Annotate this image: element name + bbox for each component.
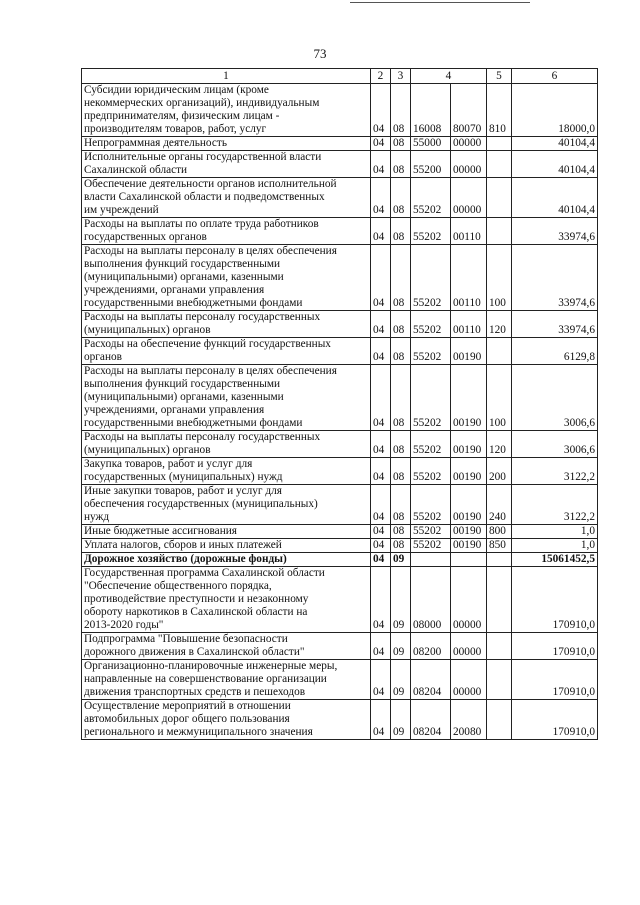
target-article-subcode: 00110	[451, 311, 487, 338]
target-article-subcode: 00000	[451, 178, 487, 218]
section-code: 04	[371, 458, 391, 485]
row-description: Исполнительные органы государственной власти Сахалинской области	[82, 151, 371, 178]
target-article-code: 55202	[411, 178, 451, 218]
target-article-code: 55202	[411, 338, 451, 365]
row-description: Государственная программа Сахалинской области "Обеспечение общественного порядка, противодействие преступности и незаконному обороту наркотиков в Сахалинской области на 2013-2020 годы"	[82, 567, 371, 633]
table-row	[82, 338, 598, 365]
header-col-2: 2	[371, 69, 391, 84]
subsection-code: 08	[391, 365, 411, 431]
subsection-code: 08	[391, 525, 411, 539]
expense-type-code	[487, 567, 512, 633]
subsection-code: 08	[391, 218, 411, 245]
table-row	[82, 525, 598, 539]
target-article-subcode: 00000	[451, 137, 487, 151]
header-col-3: 3	[391, 69, 411, 84]
section-code: 04	[371, 311, 391, 338]
target-article-subcode: 00190	[451, 539, 487, 553]
amount-value: 1,0	[512, 539, 598, 553]
amount-value: 40104,4	[512, 178, 598, 218]
target-article-code: 55202	[411, 458, 451, 485]
target-article-subcode	[451, 553, 487, 567]
page-number: 73	[313, 46, 327, 61]
target-article-code: 55202	[411, 245, 451, 311]
expense-type-code	[487, 633, 512, 660]
row-description: Расходы на выплаты персоналу государственных (муниципальных) органов	[82, 311, 371, 338]
row-description: Обеспечение деятельности органов исполнительной власти Сахалинской области и подведомственных им учреждений	[82, 178, 371, 218]
target-article-code: 16008	[411, 84, 451, 137]
table-row	[82, 311, 598, 338]
subsection-code: 08	[391, 485, 411, 525]
expense-type-code: 800	[487, 525, 512, 539]
section-code: 04	[371, 338, 391, 365]
top-rule	[350, 2, 530, 3]
target-article-subcode: 00190	[451, 365, 487, 431]
row-description: Осуществление мероприятий в отношении автомобильных дорог общего пользования регионального и межмуниципального значения	[82, 700, 371, 740]
section-code: 04	[371, 485, 391, 525]
amount-value: 40104,4	[512, 137, 598, 151]
table-row	[82, 178, 598, 218]
section-code: 04	[371, 633, 391, 660]
target-article-code: 55202	[411, 539, 451, 553]
expense-type-code	[487, 178, 512, 218]
expense-type-code: 120	[487, 311, 512, 338]
section-code: 04	[371, 525, 391, 539]
target-article-subcode: 00000	[451, 660, 487, 700]
target-article-subcode: 20080	[451, 700, 487, 740]
table-row	[82, 84, 598, 137]
row-description: Расходы на выплаты по оплате труда работников государственных органов	[82, 218, 371, 245]
subsection-code: 08	[391, 84, 411, 137]
table-row	[82, 365, 598, 431]
amount-value: 3006,6	[512, 365, 598, 431]
target-article-subcode: 00000	[451, 567, 487, 633]
expense-type-code: 100	[487, 245, 512, 311]
header-row	[82, 69, 598, 84]
table-body	[82, 84, 598, 740]
target-article-subcode: 00110	[451, 218, 487, 245]
table-row	[82, 458, 598, 485]
target-article-code: 08000	[411, 567, 451, 633]
subsection-code: 08	[391, 431, 411, 458]
table-row	[82, 218, 598, 245]
budget-table	[81, 68, 598, 740]
target-article-code: 08204	[411, 700, 451, 740]
subsection-code: 08	[391, 151, 411, 178]
section-code: 04	[371, 245, 391, 311]
section-code: 04	[371, 137, 391, 151]
row-description: Организационно-планировочные инженерные меры, направленные на совершенствование организации движения транспортных средств и пешеходов	[82, 660, 371, 700]
amount-value: 6129,8	[512, 338, 598, 365]
amount-value: 3122,2	[512, 485, 598, 525]
table-row	[82, 431, 598, 458]
header-col-6: 6	[512, 69, 598, 84]
subsection-code: 08	[391, 137, 411, 151]
target-article-code: 55202	[411, 525, 451, 539]
subsection-code: 09	[391, 567, 411, 633]
section-code: 04	[371, 553, 391, 567]
target-article-code	[411, 553, 451, 567]
expense-type-code	[487, 137, 512, 151]
section-code: 04	[371, 700, 391, 740]
expense-type-code: 100	[487, 365, 512, 431]
expense-type-code: 200	[487, 458, 512, 485]
section-code: 04	[371, 84, 391, 137]
table-row	[82, 660, 598, 700]
target-article-subcode: 80070	[451, 84, 487, 137]
subsection-code: 08	[391, 539, 411, 553]
target-article-subcode: 00190	[451, 485, 487, 525]
subsection-code: 08	[391, 178, 411, 218]
amount-value: 15061452,5	[512, 553, 598, 567]
header-col-1: 1	[82, 69, 371, 84]
expense-type-code	[487, 218, 512, 245]
target-article-code: 55200	[411, 151, 451, 178]
expense-type-code	[487, 660, 512, 700]
section-code: 04	[371, 567, 391, 633]
table-row	[82, 539, 598, 553]
amount-value: 40104,4	[512, 151, 598, 178]
section-code: 04	[371, 365, 391, 431]
amount-value: 170910,0	[512, 660, 598, 700]
section-code: 04	[371, 178, 391, 218]
section-code: 04	[371, 218, 391, 245]
row-description: Расходы на выплаты персоналу в целях обеспечения выполнения функций государственными (муниципальными) органами, казенными учреждениями, органами управления государственными внебюджетными фондами	[82, 245, 371, 311]
subsection-code: 09	[391, 660, 411, 700]
amount-value: 1,0	[512, 525, 598, 539]
expense-type-code	[487, 338, 512, 365]
amount-value: 170910,0	[512, 633, 598, 660]
amount-value: 18000,0	[512, 84, 598, 137]
expense-type-code	[487, 553, 512, 567]
amount-value: 170910,0	[512, 700, 598, 740]
expense-type-code: 810	[487, 84, 512, 137]
target-article-subcode: 00190	[451, 431, 487, 458]
target-article-code: 55202	[411, 311, 451, 338]
amount-value: 33974,6	[512, 311, 598, 338]
table-row	[82, 553, 598, 567]
row-description: Расходы на выплаты персоналу государственных (муниципальных) органов	[82, 431, 371, 458]
target-article-subcode: 00110	[451, 245, 487, 311]
section-code: 04	[371, 660, 391, 700]
table-row	[82, 137, 598, 151]
target-article-subcode: 00190	[451, 338, 487, 365]
subsection-code: 09	[391, 633, 411, 660]
row-description: Закупка товаров, работ и услуг для государственных (муниципальных) нужд	[82, 458, 371, 485]
amount-value: 170910,0	[512, 567, 598, 633]
subsection-code: 08	[391, 338, 411, 365]
target-article-subcode: 00000	[451, 633, 487, 660]
subsection-code: 08	[391, 311, 411, 338]
expense-type-code: 240	[487, 485, 512, 525]
target-article-code: 55202	[411, 485, 451, 525]
row-description: Дорожное хозяйство (дорожные фонды)	[82, 553, 371, 567]
expense-type-code	[487, 151, 512, 178]
amount-value: 33974,6	[512, 245, 598, 311]
target-article-code: 08204	[411, 660, 451, 700]
target-article-code: 08200	[411, 633, 451, 660]
table-row	[82, 485, 598, 525]
row-description: Иные закупки товаров, работ и услуг для обеспечения государственных (муниципальных) нужд	[82, 485, 371, 525]
amount-value: 3006,6	[512, 431, 598, 458]
section-code: 04	[371, 539, 391, 553]
target-article-subcode: 00190	[451, 525, 487, 539]
header-col-4: 4	[411, 69, 487, 84]
expense-type-code: 120	[487, 431, 512, 458]
amount-value: 3122,2	[512, 458, 598, 485]
row-description: Непрограммная деятельность	[82, 137, 371, 151]
row-description: Расходы на обеспечение функций государственных органов	[82, 338, 371, 365]
subsection-code: 08	[391, 458, 411, 485]
row-description: Иные бюджетные ассигнования	[82, 525, 371, 539]
target-article-subcode: 00190	[451, 458, 487, 485]
target-article-code: 55202	[411, 365, 451, 431]
row-description: Расходы на выплаты персоналу в целях обеспечения выполнения функций государственными (муниципальными) органами, казенными учреждениями, органами управления государственными внебюджетными фондами	[82, 365, 371, 431]
table-row	[82, 567, 598, 633]
table-row	[82, 633, 598, 660]
target-article-code: 55000	[411, 137, 451, 151]
expense-type-code: 850	[487, 539, 512, 553]
row-description: Уплата налогов, сборов и иных платежей	[82, 539, 371, 553]
subsection-code: 08	[391, 245, 411, 311]
row-description: Подпрограмма "Повышение безопасности дорожного движения в Сахалинской области"	[82, 633, 371, 660]
target-article-subcode: 00000	[451, 151, 487, 178]
target-article-code: 55202	[411, 218, 451, 245]
target-article-code: 55202	[411, 431, 451, 458]
header-col-5: 5	[487, 69, 512, 84]
amount-value: 33974,6	[512, 218, 598, 245]
row-description: Субсидии юридическим лицам (кроме некоммерческих организаций), индивидуальным предпринимателям, физическим лицам - производителям товаров, работ, услуг	[82, 84, 371, 137]
subsection-code: 09	[391, 700, 411, 740]
section-code: 04	[371, 151, 391, 178]
table-row	[82, 700, 598, 740]
subsection-code: 09	[391, 553, 411, 567]
table-row	[82, 151, 598, 178]
expense-type-code	[487, 700, 512, 740]
section-code: 04	[371, 431, 391, 458]
table-row	[82, 245, 598, 311]
